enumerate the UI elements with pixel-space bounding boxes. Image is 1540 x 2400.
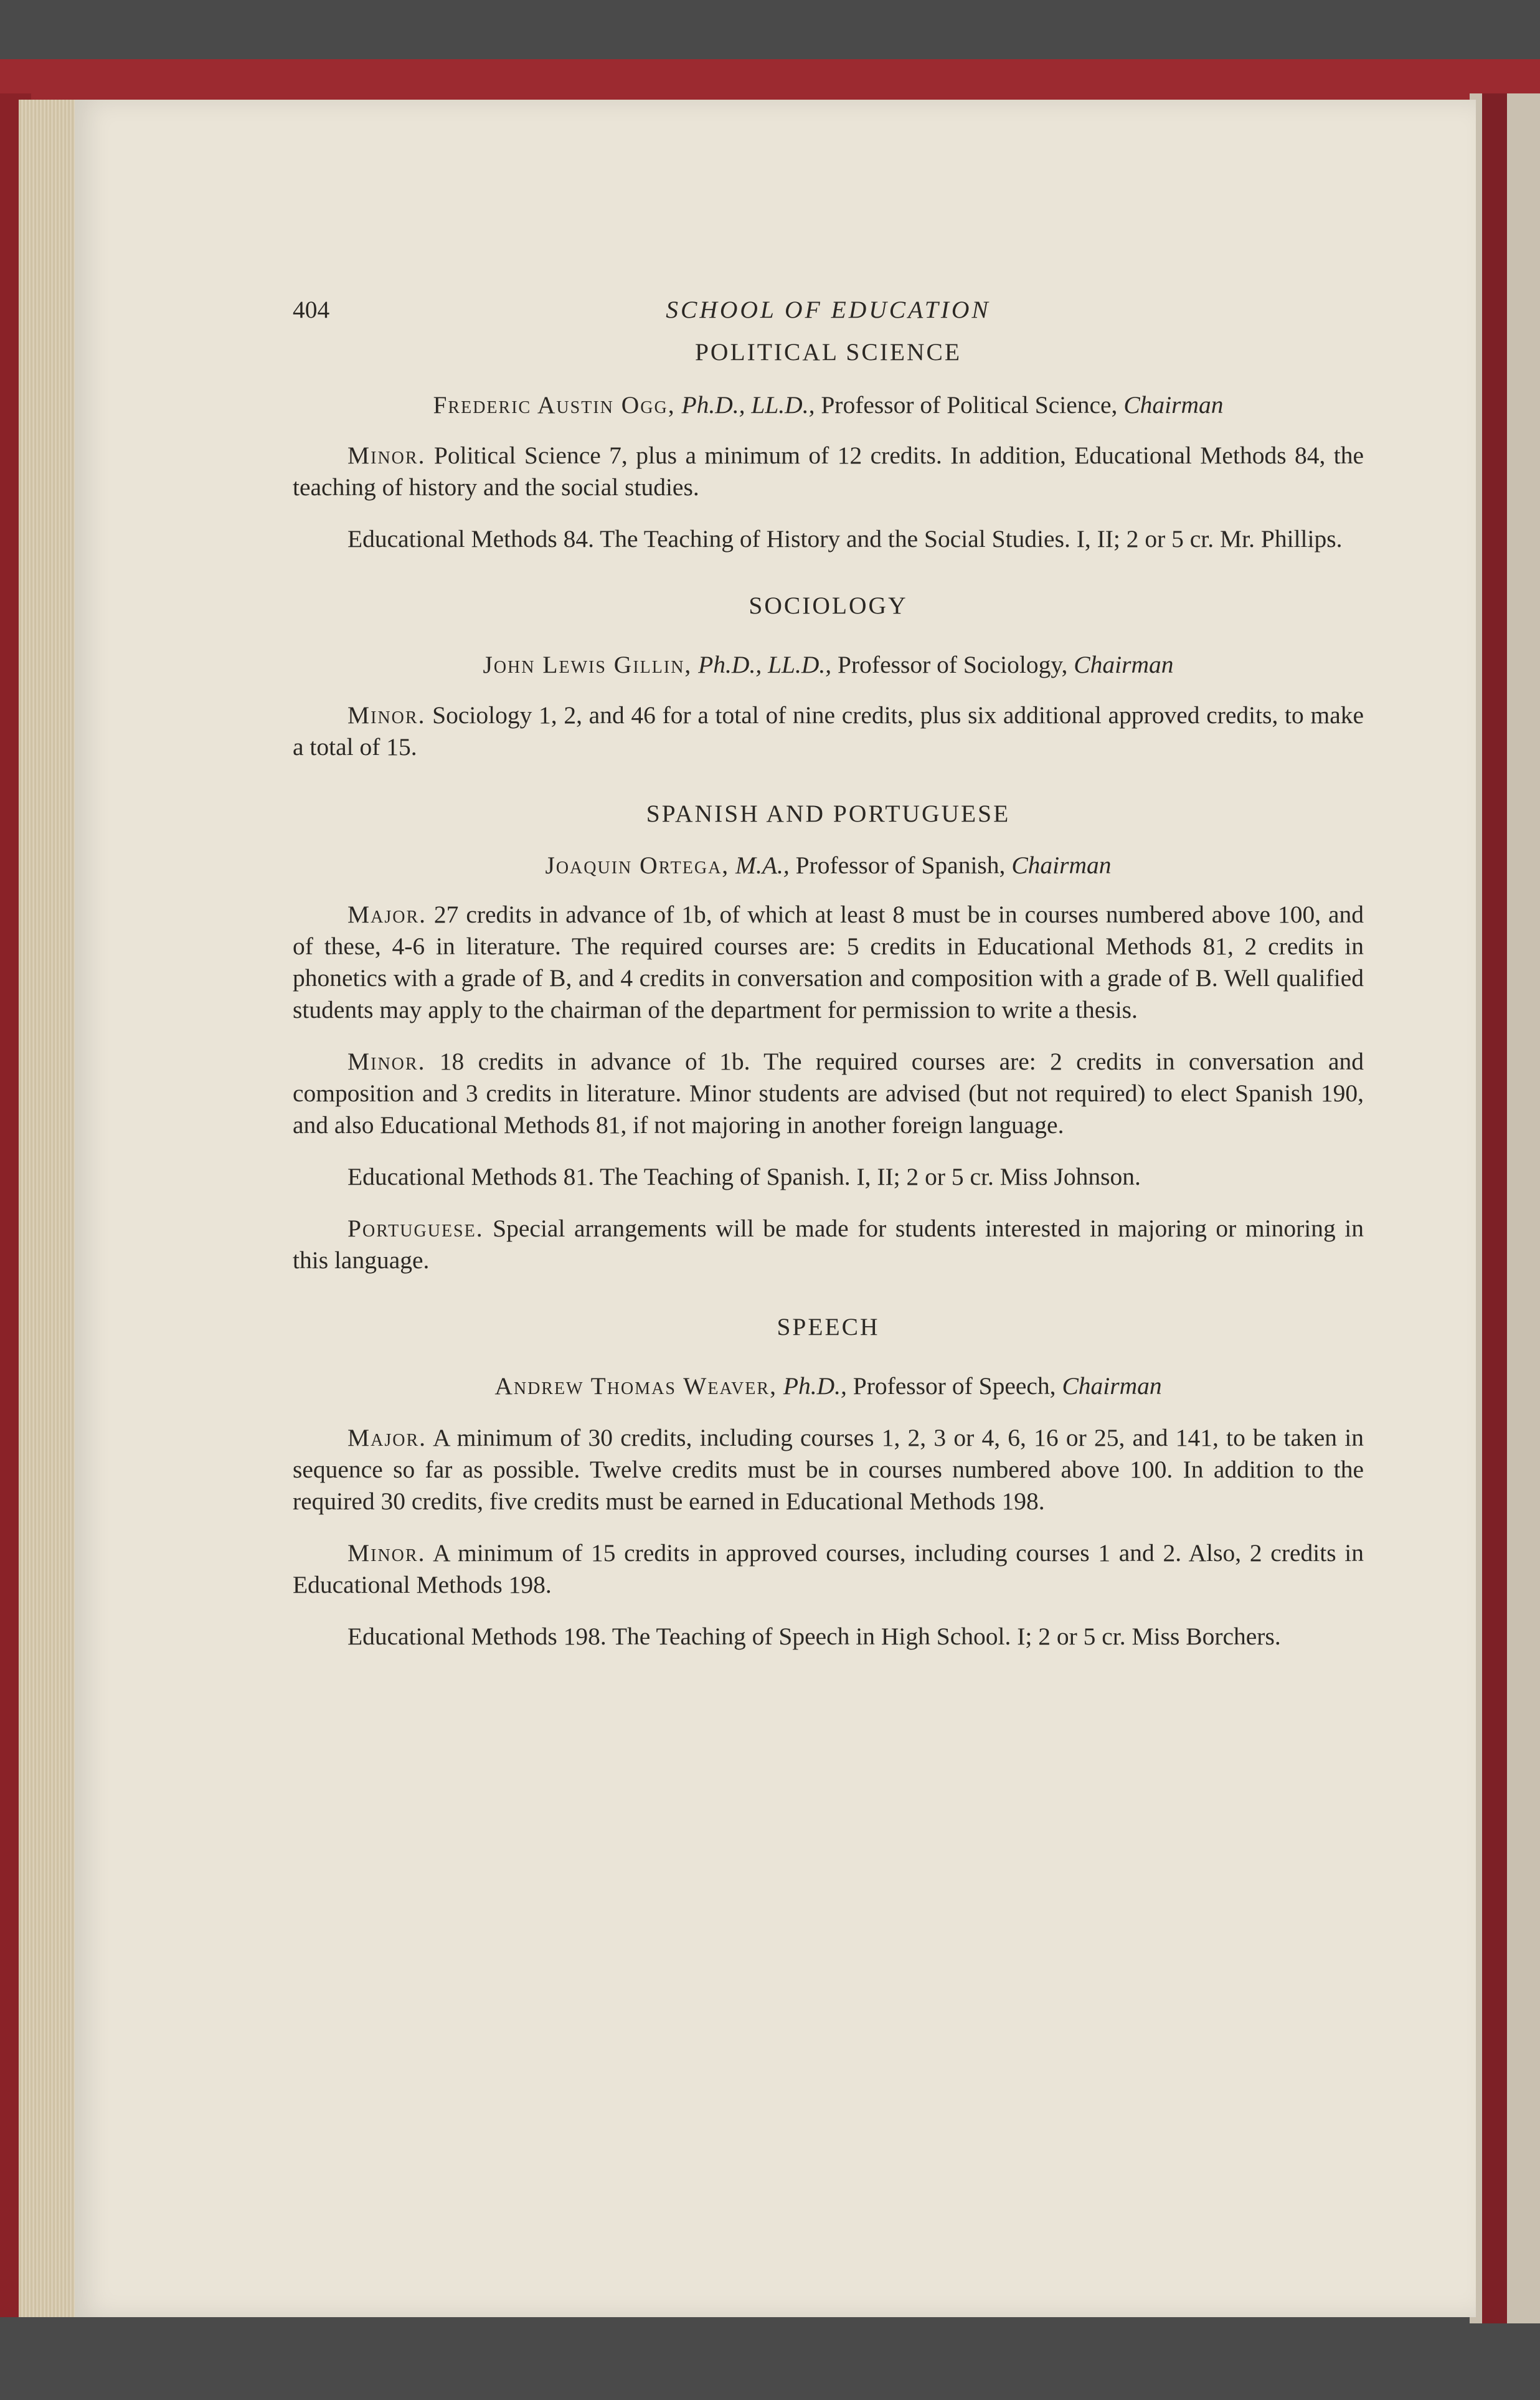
faculty-line [293, 649, 1364, 681]
minor-paragraph [293, 440, 1364, 503]
faculty-role: Chairman [1123, 391, 1224, 419]
portuguese-label: Portuguese. [347, 1215, 484, 1242]
portuguese-text: Special arrangements will be made for students interested in majoring or minoring in this language. [293, 1215, 1364, 1274]
faculty-name: Frederic Austin Ogg, [433, 391, 676, 419]
faculty-name: John Lewis Gillin, [483, 651, 692, 678]
major-text: A minimum of 30 credits, including courses 1, 2, 3 or 4, 6, 16 or 25, and 141, to be taken in sequence so far as possible. Twelve credits must be in courses numbered above 100. In addition to the required 30 credits, five credits must be earned in Educational Methods 198. [293, 1424, 1364, 1515]
faculty-name: Andrew Thomas Weaver, [494, 1372, 777, 1400]
major-label: Major. [347, 1424, 427, 1451]
minor-text: Political Science 7, plus a minimum of 12 credits. In addition, Educational Methods 84, the teaching of history and the social studies. [293, 442, 1364, 501]
faculty-position: Professor of Sociology, [838, 651, 1068, 678]
section-title-political-science: POLITICAL SCIENCE [694, 338, 962, 366]
faculty-degrees: Ph.D., [783, 1372, 847, 1400]
minor-label: Minor. [347, 1539, 426, 1567]
right-cover-edge [1482, 93, 1507, 2323]
book-cover-top [0, 59, 1540, 103]
faculty-position: Professor of Spanish, [795, 851, 1006, 879]
section-title-sociology: SOCIOLOGY [749, 592, 908, 619]
minor-label: Minor. [347, 1048, 426, 1075]
portuguese-paragraph [293, 1213, 1364, 1276]
faculty-position: Professor of Speech, [853, 1372, 1056, 1400]
minor-text: Sociology 1, 2, and 46 for a total of nine credits, plus six additional approved credits, to make a total of 15. [293, 701, 1364, 761]
minor-text: 18 credits in advance of 1b. The required courses are: 2 credits in conversation and composition and 3 credits in literature. Minor students are advised (but not required) to elect Spanish 190, and also Educational Methods 81, if not majoring in another foreign language. [293, 1048, 1364, 1139]
faculty-role: Chairman [1062, 1372, 1162, 1400]
major-paragraph [293, 1422, 1364, 1517]
major-paragraph [293, 899, 1364, 1026]
major-text: 27 credits in advance of 1b, of which at least 8 must be in courses numbered above 100, and of these, 4-6 in literature. The required courses are: 5 credits in Educational Methods 81, 2 credits in phonetics with a grade of B, and 4 credits in conversation and composition with a grade of B. Well qualified students may apply to the chairman of the department for permission to write a thesis. [293, 901, 1364, 1023]
faculty-degrees: M.A., [735, 851, 790, 879]
faculty-role: Chairman [1074, 651, 1174, 678]
page-number: 404 [293, 296, 330, 323]
faculty-degrees: Ph.D., LL.D., [681, 391, 815, 419]
minor-label: Minor. [347, 701, 426, 729]
faculty-line [293, 1370, 1364, 1402]
faculty-name: Joaquin Ortega, [545, 851, 730, 879]
minor-text: A minimum of 15 credits in approved courses, including courses 1 and 2. Also, 2 credits in Educational Methods 198. [293, 1539, 1364, 1598]
faculty-role: Chairman [1011, 851, 1112, 879]
faculty-degrees: Ph.D., LL.D., [698, 651, 832, 678]
section-title-speech: SPEECH [777, 1313, 880, 1340]
methods-paragraph: Educational Methods 198. The Teaching of Speech in High School. I; 2 or 5 cr. Miss Borchers. [347, 1623, 1281, 1650]
minor-paragraph [293, 700, 1364, 763]
minor-label: Minor. [347, 442, 426, 469]
methods-paragraph: Educational Methods 81. The Teaching of Spanish. I, II; 2 or 5 cr. Miss Johnson. [347, 1163, 1141, 1190]
major-label: Major. [347, 901, 427, 928]
faculty-line [293, 850, 1364, 881]
section-title-spanish: SPANISH AND PORTUGUESE [646, 800, 1011, 827]
methods-paragraph: Educational Methods 84. The Teaching of History and the Social Studies. I, II; 2 or 5 cr. Mr. Phillips. [347, 525, 1343, 553]
page-content [293, 294, 1364, 1653]
minor-paragraph [293, 1537, 1364, 1601]
faculty-position: Professor of Political Science, [821, 391, 1118, 419]
faculty-line [293, 389, 1364, 421]
minor-paragraph [293, 1046, 1364, 1141]
running-title: SCHOOL OF EDUCATION [666, 296, 991, 323]
page-header [293, 294, 1364, 331]
